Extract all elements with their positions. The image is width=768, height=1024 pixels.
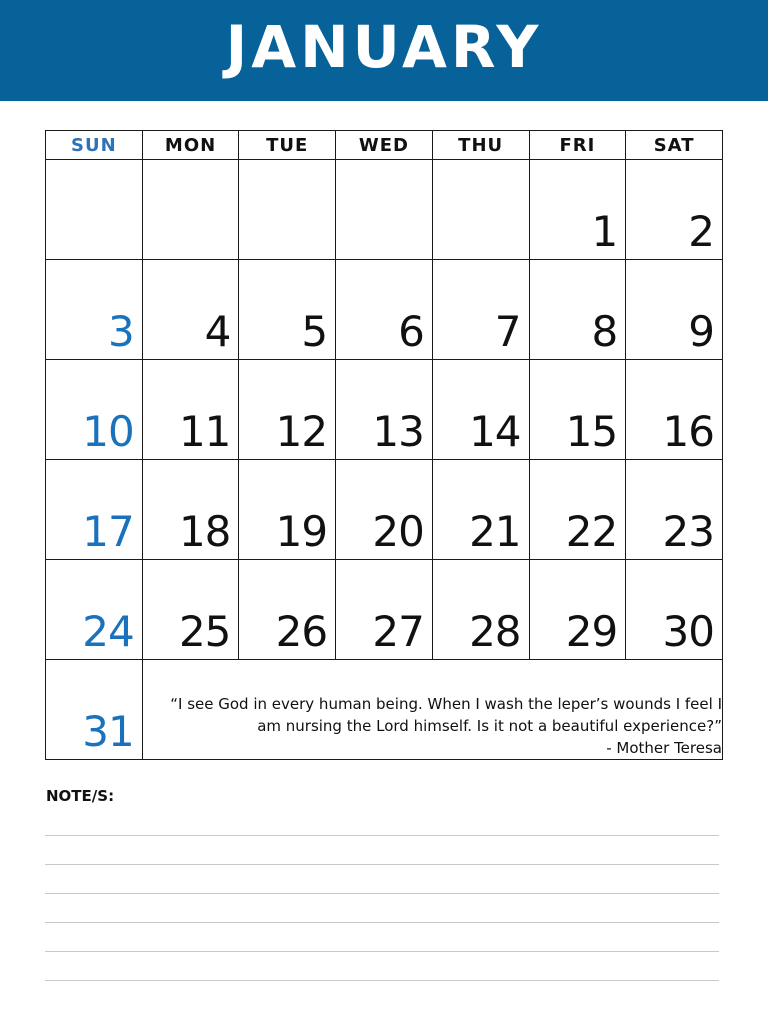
week-row <box>46 460 723 560</box>
day-cell <box>142 460 239 560</box>
day-number: 22 <box>565 507 618 556</box>
day-number: 2 <box>688 207 714 256</box>
day-cell <box>336 260 433 360</box>
note-line <box>45 893 719 894</box>
day-cell <box>529 360 626 460</box>
day-cell <box>432 360 529 460</box>
day-cell <box>336 160 433 260</box>
day-cell <box>46 660 143 760</box>
day-number <box>46 253 142 259</box>
quote-author: - Mother Teresa <box>606 739 722 757</box>
day-number: 23 <box>662 507 714 556</box>
note-line <box>45 864 719 865</box>
day-cell <box>626 360 723 460</box>
week-row <box>46 560 723 660</box>
day-number: 14 <box>469 407 521 456</box>
notes-label: NOTE/S: <box>46 787 115 805</box>
day-number: 31 <box>82 707 134 756</box>
day-number <box>239 253 335 259</box>
month-header <box>0 0 768 101</box>
day-number: 19 <box>275 507 328 556</box>
weekday-wed: WED <box>336 131 433 160</box>
day-number <box>143 253 239 259</box>
week-row <box>46 260 723 360</box>
day-cell <box>626 460 723 560</box>
day-number: 12 <box>275 407 328 456</box>
day-number: 7 <box>494 307 521 356</box>
day-cell <box>432 460 529 560</box>
day-cell <box>336 560 433 660</box>
day-number: 30 <box>662 607 714 656</box>
note-line <box>45 951 719 952</box>
day-number: 13 <box>372 407 424 456</box>
day-number: 11 <box>178 407 231 456</box>
day-cell <box>46 560 143 660</box>
day-cell <box>626 560 723 660</box>
day-number: 4 <box>204 307 231 356</box>
day-cell <box>432 560 529 660</box>
day-number: 3 <box>107 307 134 356</box>
day-cell <box>142 260 239 360</box>
day-cell <box>239 560 336 660</box>
month-title: JANUARY <box>225 12 543 81</box>
day-number <box>433 253 529 259</box>
day-cell <box>46 160 143 260</box>
day-number: 28 <box>469 607 521 656</box>
weekday-tue: TUE <box>239 131 336 160</box>
day-number: 26 <box>275 607 328 656</box>
weekday-sat: SAT <box>626 131 723 160</box>
weekday-header-row <box>46 131 723 160</box>
day-cell <box>626 160 723 260</box>
calendar-grid <box>45 130 723 760</box>
day-cell <box>142 560 239 660</box>
day-number: 29 <box>565 607 618 656</box>
day-cell <box>432 260 529 360</box>
note-line <box>45 922 719 923</box>
day-cell <box>239 160 336 260</box>
day-number: 15 <box>565 407 618 456</box>
quote-cell <box>142 660 722 760</box>
day-cell <box>239 460 336 560</box>
day-cell <box>46 460 143 560</box>
weekday-thu: THU <box>432 131 529 160</box>
day-cell <box>529 260 626 360</box>
weekday-fri: FRI <box>529 131 626 160</box>
note-line <box>45 835 719 836</box>
day-cell <box>529 460 626 560</box>
day-number: 17 <box>82 507 134 556</box>
day-cell <box>626 260 723 360</box>
day-cell <box>529 560 626 660</box>
day-number: 20 <box>372 507 424 556</box>
day-cell <box>529 160 626 260</box>
note-line <box>45 980 719 981</box>
day-number <box>336 253 432 259</box>
day-number: 8 <box>591 307 618 356</box>
day-cell <box>239 260 336 360</box>
day-number: 25 <box>178 607 231 656</box>
weekday-sun: SUN <box>46 131 143 160</box>
day-number: 16 <box>662 407 714 456</box>
quote-text: “I see God in every human being. When I wash the leper’s wounds I feel I am nursing the Lord himself. Is it not a beautiful experience?” <box>170 695 722 735</box>
day-cell <box>142 160 239 260</box>
day-cell <box>239 360 336 460</box>
day-cell <box>46 360 143 460</box>
day-cell <box>142 360 239 460</box>
day-number: 1 <box>591 207 618 256</box>
week-row <box>46 660 723 760</box>
day-cell <box>432 160 529 260</box>
day-number: 27 <box>372 607 424 656</box>
day-number: 6 <box>398 307 424 356</box>
week-row <box>46 160 723 260</box>
day-number: 21 <box>469 507 521 556</box>
day-number: 10 <box>82 407 134 456</box>
week-row <box>46 360 723 460</box>
day-number: 24 <box>82 607 134 656</box>
weekday-mon: MON <box>142 131 239 160</box>
day-number: 9 <box>688 307 714 356</box>
day-cell <box>336 360 433 460</box>
day-cell <box>336 460 433 560</box>
day-number: 5 <box>301 307 328 356</box>
day-number: 18 <box>178 507 231 556</box>
day-cell <box>46 260 143 360</box>
